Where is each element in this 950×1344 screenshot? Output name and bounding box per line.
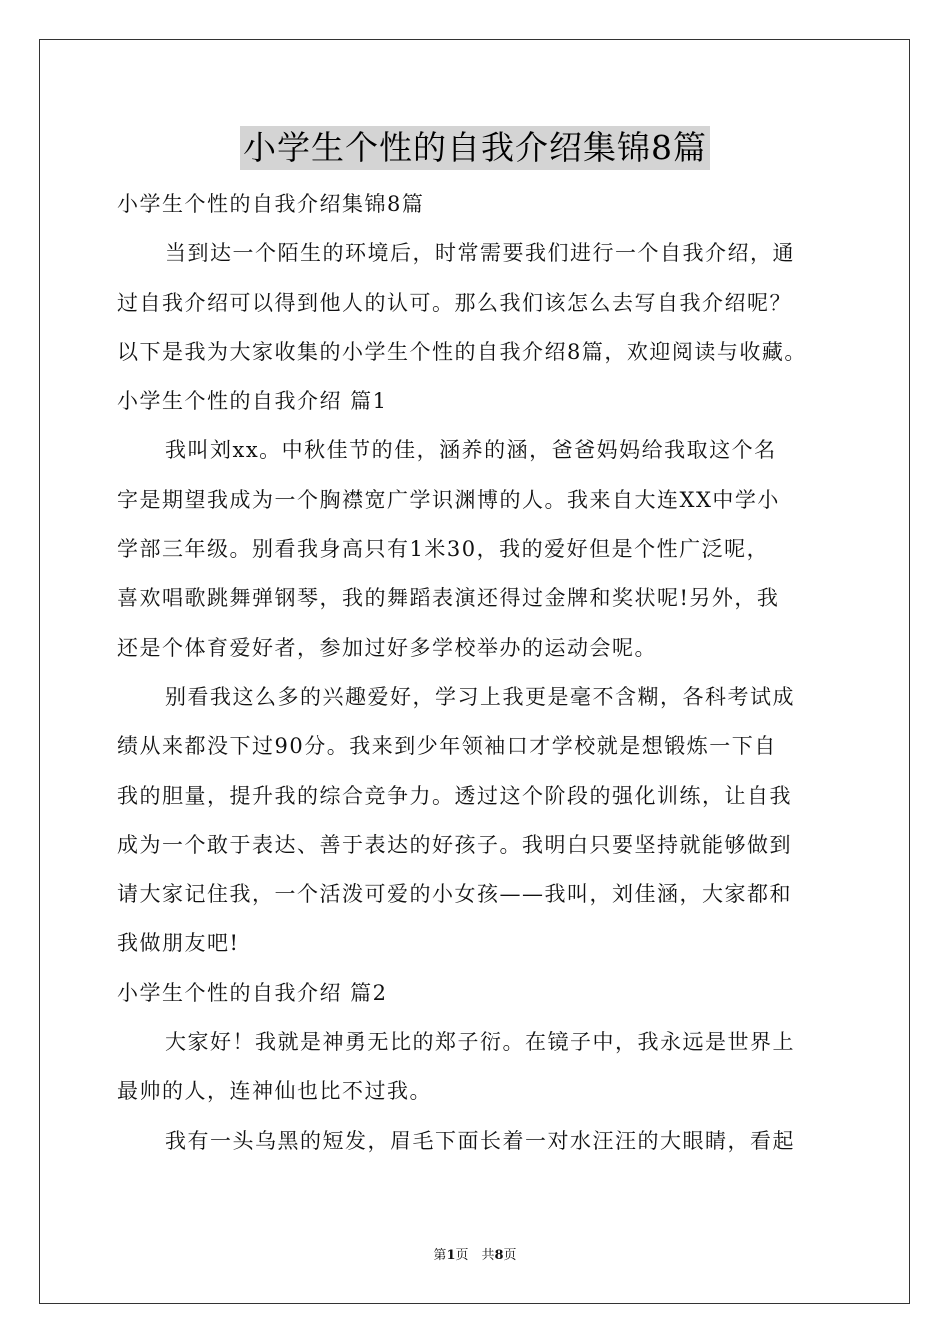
text-line: 学部三年级。别看我身高只有1米30，我的爱好但是个性广泛呢， [117, 537, 770, 562]
text-line: 当到达一个陌生的环境后，时常需要我们进行一个自我介绍，通 [165, 241, 795, 266]
text-line: 别看我这么多的兴趣爱好，学习上我更是毫不含糊，各科考试成 [165, 684, 795, 709]
text-line: 绩从来都没下过90分。我来到少年领袖口才学校就是想锻炼一下自 [117, 734, 777, 759]
text-line: 最帅的人，连神仙也比不过我。 [117, 1079, 432, 1104]
text-line: 小学生个性的自我介绍集锦8篇 [117, 192, 425, 216]
text-line: 我有一头乌黑的短发，眉毛下面长着一对水汪汪的大眼睛，看起 [165, 1128, 795, 1153]
text-line: 成为一个敢于表达、善于表达的好孩子。我明白只要坚持就能够做到 [117, 832, 792, 857]
text-line: 还是个体育爱好者，参加过好多学校举办的运动会呢。 [117, 635, 657, 660]
text-line: 过自我介绍可以得到他人的认可。那么我们该怎么去写自我介绍呢？ [117, 290, 792, 315]
footer-prefix: 第 [433, 1248, 447, 1263]
footer-page-number: 1 [446, 1248, 456, 1263]
footer-mid: 页 共 [455, 1248, 495, 1263]
text-line: 我叫刘xx。中秋佳节的佳，涵养的涵，爸爸妈妈给我取这个名 [165, 438, 777, 463]
text-line: 我做朋友吧! [117, 931, 240, 956]
footer-suffix: 页 [503, 1248, 517, 1263]
text-line: 我的胆量，提升我的综合竞争力。透过这个阶段的强化训练，让自我 [117, 783, 792, 808]
text-line: 大家好！我就是神勇无比的郑子衍。在镜子中，我永远是世界上 [165, 1030, 795, 1055]
document-body [117, 180, 841, 1166]
text-line: 小学生个性的自我介绍 篇2 [117, 980, 388, 1005]
title-container [0, 126, 950, 170]
text-line: 请大家记住我，一个活泼可爱的小女孩——我叫，刘佳涵，大家都和 [117, 882, 792, 907]
text-line: 字是期望我成为一个胸襟宽广学识渊博的人。我来自大连XX中学小 [117, 487, 780, 512]
document-title: 小学生个性的自我介绍集锦8篇 [240, 126, 710, 170]
page-footer [0, 1247, 950, 1265]
text-line: 喜欢唱歌跳舞弹钢琴，我的舞蹈表演还得过金牌和奖状呢!另外，我 [117, 586, 780, 611]
footer-total-pages: 8 [494, 1248, 504, 1263]
text-line: 小学生个性的自我介绍 篇1 [117, 389, 388, 414]
text-line: 以下是我为大家收集的小学生个性的自我介绍8篇，欢迎阅读与收藏。 [117, 339, 807, 364]
